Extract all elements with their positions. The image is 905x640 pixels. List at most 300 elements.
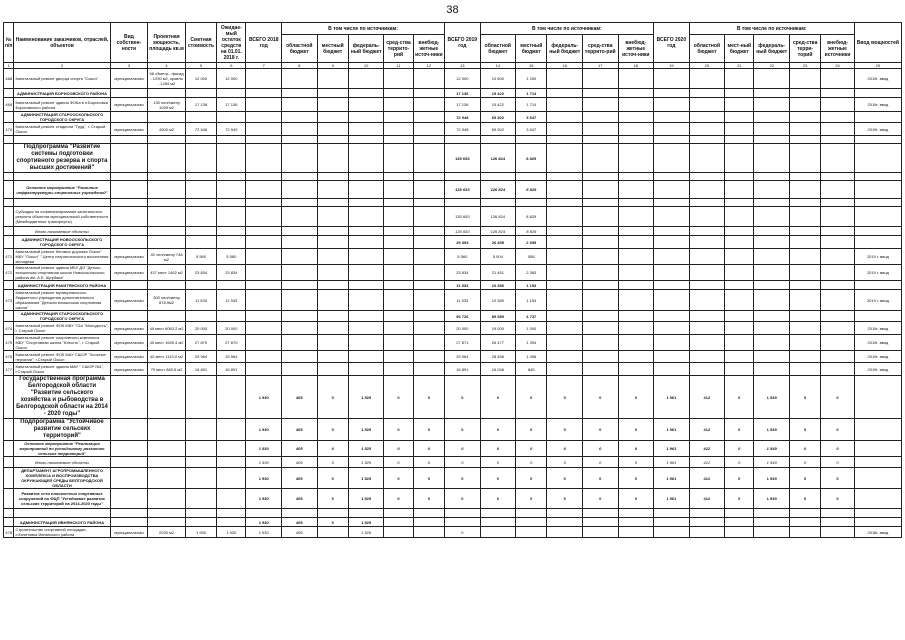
table-cell <box>317 290 348 311</box>
table-cell <box>854 489 901 509</box>
table-cell <box>4 112 14 123</box>
table-cell: 20 000 <box>217 322 246 335</box>
table-cell: 5 004 <box>480 249 516 265</box>
table-cell: муниципальная <box>110 527 148 538</box>
col-vneb: внебюд-жетные источники <box>821 35 854 63</box>
table-cell <box>384 265 413 281</box>
table-cell: 16 891 <box>185 363 216 376</box>
table-cell: 0 <box>413 441 444 457</box>
table-cell: 474 <box>4 322 14 335</box>
table-cell <box>654 518 690 527</box>
table-cell: 10 800 <box>480 69 516 89</box>
table-cell <box>618 281 654 290</box>
table-cell <box>582 509 618 518</box>
table-cell: 4 737 <box>516 311 547 322</box>
table-cell <box>246 89 282 98</box>
table-cell <box>110 173 148 181</box>
table-cell: 0 <box>516 468 547 489</box>
table-cell <box>4 489 14 509</box>
table-cell: 0 <box>821 468 854 489</box>
table-row <box>4 527 902 538</box>
table-cell: 0 <box>582 468 618 489</box>
table-cell <box>413 181 444 199</box>
table-cell: 29 394 <box>445 236 481 249</box>
table-cell: 477 <box>4 363 14 376</box>
object-name-cell: АДМИНИСТРАЦИЯ СТАРООСКОЛЬСКОГО ГОРОДСКОГО ОКРУГА <box>14 311 110 322</box>
table-cell: 29 964 <box>217 351 246 363</box>
table-cell: 0 <box>516 457 547 468</box>
table-row <box>4 441 902 457</box>
table-cell: 0 <box>480 489 516 509</box>
table-cell: 2019г. ввод <box>854 351 901 363</box>
table-cell: 17 136 <box>445 89 481 98</box>
table-cell <box>4 457 14 468</box>
object-name-cell: АДМИНИСТРАЦИЯ РАКИТЯНСКОГО РАЙОНА <box>14 281 110 290</box>
column-number: 18 <box>618 63 654 69</box>
table-cell <box>725 249 754 265</box>
table-cell <box>618 311 654 322</box>
table-cell <box>348 112 384 123</box>
col-rest: Ожидае-мый остаток средств на 01.01. 2018 г. <box>217 23 246 63</box>
table-cell: 0 <box>725 457 754 468</box>
column-number: 10 <box>348 63 384 69</box>
table-cell <box>384 89 413 98</box>
table-cell <box>654 136 690 144</box>
table-cell <box>547 123 583 136</box>
column-number: 20 <box>689 63 725 69</box>
table-cell <box>413 144 444 173</box>
table-cell <box>547 199 583 207</box>
table-cell <box>689 322 725 335</box>
table-cell <box>582 144 618 173</box>
table-row <box>4 363 902 376</box>
table-cell <box>821 227 854 236</box>
col-sources-2018: В том числе по источникам: <box>281 23 444 35</box>
table-cell <box>281 123 317 136</box>
table-cell <box>413 351 444 363</box>
table-row <box>4 123 902 136</box>
table-cell <box>217 518 246 527</box>
table-cell <box>854 236 901 249</box>
table-cell <box>618 518 654 527</box>
column-number: 11 <box>384 63 413 69</box>
table-cell <box>754 98 790 112</box>
table-cell: 0 <box>547 468 583 489</box>
table-cell: 0 <box>480 419 516 441</box>
table-cell <box>582 98 618 112</box>
column-number: 13 <box>445 63 481 69</box>
table-cell <box>789 322 820 335</box>
table-cell: 1 498 <box>516 351 547 363</box>
table-cell: 15 422 <box>480 98 516 112</box>
table-cell: 1 714 <box>516 98 547 112</box>
table-cell <box>582 351 618 363</box>
table-cell <box>618 265 654 281</box>
table-row <box>4 290 902 311</box>
table-cell <box>547 351 583 363</box>
table-cell <box>821 181 854 199</box>
table-cell <box>821 144 854 173</box>
table-cell <box>217 181 246 199</box>
table-cell <box>185 441 216 457</box>
table-cell: 0 <box>445 419 481 441</box>
table-cell: 1 525 <box>348 441 384 457</box>
table-cell <box>246 123 282 136</box>
table-cell <box>148 509 186 518</box>
table-cell <box>854 181 901 199</box>
table-cell: 65 302 <box>480 112 516 123</box>
col-fed: федераль-ный бюджет <box>754 35 790 63</box>
table-cell <box>854 281 901 290</box>
table-cell: 1 549 <box>754 441 790 457</box>
table-cell: 2019г. ввод <box>854 322 901 335</box>
table-cell <box>384 249 413 265</box>
table-cell: 2019г. ввод <box>854 363 901 376</box>
table-cell <box>754 265 790 281</box>
table-cell: муниципальная <box>110 265 148 281</box>
table-cell <box>217 489 246 509</box>
table-cell: 2019 г. ввод <box>854 265 901 281</box>
table-cell <box>281 89 317 98</box>
table-cell: 2019г. ввод <box>854 335 901 351</box>
table-cell <box>4 181 14 199</box>
table-cell: 126 824 <box>480 144 516 173</box>
table-row <box>4 207 902 227</box>
table-cell <box>789 123 820 136</box>
table-cell: 300 чел/смену 878,9м2 <box>148 290 186 311</box>
table-cell: 126 824 <box>480 181 516 199</box>
table-cell <box>445 173 481 181</box>
table-cell <box>246 335 282 351</box>
table-cell <box>413 69 444 89</box>
table-cell: 473 <box>4 290 14 311</box>
table-row <box>4 136 902 144</box>
table-cell: 1 961 <box>654 376 690 419</box>
table-cell <box>148 112 186 123</box>
object-name-cell <box>14 509 110 518</box>
table-cell <box>246 281 282 290</box>
table-cell: 472 <box>4 265 14 281</box>
table-cell <box>348 236 384 249</box>
table-cell: 0 <box>317 376 348 419</box>
table-cell <box>821 527 854 538</box>
table-cell: 2 383 <box>516 265 547 281</box>
table-cell <box>754 173 790 181</box>
table-cell <box>821 351 854 363</box>
object-name-cell: Капитальный ремонт беговых дорожек Оскол" МКУ "Оскол" " Центр патриотического воспитания молодежи <box>15 249 109 264</box>
table-cell <box>148 89 186 98</box>
table-cell <box>384 227 413 236</box>
table-cell <box>618 89 654 98</box>
table-cell: 1 961 <box>654 489 690 509</box>
table-cell <box>110 199 148 207</box>
table-cell <box>217 509 246 518</box>
table-cell <box>185 468 216 489</box>
table-cell: 1 153 <box>516 290 547 311</box>
table-cell <box>725 290 754 311</box>
table-cell: 1 930 <box>246 376 282 419</box>
table-cell <box>618 144 654 173</box>
table-cell <box>821 290 854 311</box>
object-name-cell: Капитальный ремонт муниципального бюджетного учреждения дополнительного образования "Детская юношеская спортивная школа" <box>14 290 110 311</box>
col-mest: местный бюджет <box>317 35 348 63</box>
table-cell <box>148 281 186 290</box>
object-name-cell: Основное мероприятие "Реализация мероприятий по устойчивому развитию сельских территорий" <box>14 441 110 457</box>
table-cell <box>789 363 820 376</box>
table-cell <box>281 335 317 351</box>
table-cell <box>582 236 618 249</box>
table-cell <box>689 236 725 249</box>
table-cell: 8 829 <box>516 227 547 236</box>
table-cell <box>689 144 725 173</box>
table-cell: 412 <box>689 489 725 509</box>
object-name-cell: АДМИНИСТРАЦИЯ НОВООСКОЛЬСКОГО ГОРОДСКОГО ОКРУГА <box>14 236 110 249</box>
table-cell <box>185 112 216 123</box>
table-cell <box>516 509 547 518</box>
table-cell: 0 <box>547 489 583 509</box>
table-cell <box>4 144 14 173</box>
table-cell <box>217 227 246 236</box>
table-cell: 2 939 <box>516 236 547 249</box>
table-cell <box>654 265 690 281</box>
table-cell <box>246 199 282 207</box>
table-cell <box>384 207 413 227</box>
table-cell <box>582 290 618 311</box>
table-cell <box>413 311 444 322</box>
table-cell <box>110 89 148 98</box>
table-cell <box>754 311 790 322</box>
table-cell <box>4 419 14 441</box>
table-cell <box>384 311 413 322</box>
table-row <box>4 98 902 112</box>
table-cell: 89 989 <box>480 311 516 322</box>
object-name-cell: Капитальный ремонт стадиона "Труд", г. Старый Оскол <box>14 123 110 136</box>
table-cell: 0 <box>317 518 348 527</box>
table-cell <box>689 265 725 281</box>
table-cell <box>413 363 444 376</box>
table-cell <box>4 207 14 227</box>
table-row <box>4 322 902 335</box>
table-cell <box>789 98 820 112</box>
table-cell: 5 560 <box>445 249 481 265</box>
table-cell <box>654 69 690 89</box>
table-cell <box>689 98 725 112</box>
table-cell: 126 824 <box>480 207 516 227</box>
table-row <box>4 69 902 89</box>
table-cell <box>246 112 282 123</box>
table-cell <box>413 249 444 265</box>
table-cell <box>317 363 348 376</box>
table-cell <box>654 335 690 351</box>
table-cell <box>547 173 583 181</box>
table-cell <box>148 207 186 227</box>
table-cell <box>246 181 282 199</box>
table-cell <box>854 457 901 468</box>
table-cell <box>754 89 790 98</box>
table-cell: 475 <box>4 335 14 351</box>
table-cell <box>516 518 547 527</box>
table-cell: 17 136 <box>185 98 216 112</box>
table-cell: 20 000 <box>185 322 216 335</box>
table-cell: 437 мест 1462 м2 <box>148 265 186 281</box>
table-cell <box>618 236 654 249</box>
table-cell <box>654 123 690 136</box>
column-number: 7 <box>246 63 282 69</box>
table-cell: 1 525 <box>348 457 384 468</box>
table-cell <box>348 123 384 136</box>
table-row <box>4 468 902 489</box>
table-cell: 69 302 <box>480 123 516 136</box>
table-cell <box>654 112 690 123</box>
table-cell: 26 477 <box>480 335 516 351</box>
table-cell: 11 533 <box>445 281 481 290</box>
object-name-cell <box>14 173 110 181</box>
table-cell <box>789 199 820 207</box>
table-cell <box>689 509 725 518</box>
table-cell <box>185 144 216 173</box>
table-cell: 72 949 <box>217 123 246 136</box>
table-cell <box>754 136 790 144</box>
table-cell <box>148 518 186 527</box>
table-cell <box>317 89 348 98</box>
table-cell: 126 824 <box>480 227 516 236</box>
table-cell <box>582 322 618 335</box>
table-cell <box>281 322 317 335</box>
table-cell <box>582 518 618 527</box>
table-cell: 0 <box>445 489 481 509</box>
table-cell <box>110 112 148 123</box>
table-cell <box>821 518 854 527</box>
table-cell <box>281 290 317 311</box>
table-cell <box>789 311 820 322</box>
column-number: 2 <box>14 63 110 69</box>
table-cell <box>445 518 481 527</box>
table-cell <box>789 112 820 123</box>
table-cell: 0 <box>725 376 754 419</box>
table-cell <box>384 363 413 376</box>
table-cell: 0 <box>445 468 481 489</box>
table-cell <box>384 509 413 518</box>
table-cell <box>582 527 618 538</box>
table-cell: 0 <box>445 441 481 457</box>
table-cell <box>754 509 790 518</box>
table-cell <box>725 199 754 207</box>
table-cell <box>654 199 690 207</box>
table-cell <box>185 236 216 249</box>
table-cell <box>317 69 348 89</box>
table-cell <box>618 527 654 538</box>
table-cell <box>547 363 583 376</box>
object-name-cell: АДМИНИСТРАЦИЯ БОРИСОВСКОГО РАЙОНА <box>14 89 110 98</box>
table-cell <box>725 265 754 281</box>
table-cell: 405 <box>281 376 317 419</box>
table-cell: 1 961 <box>654 457 690 468</box>
table-cell <box>689 181 725 199</box>
table-cell <box>317 322 348 335</box>
table-cell <box>217 112 246 123</box>
table-cell <box>582 265 618 281</box>
table-cell <box>110 489 148 509</box>
table-cell: 94 726 <box>445 311 481 322</box>
table-cell <box>384 112 413 123</box>
table-cell: 0 <box>582 457 618 468</box>
table-row <box>4 489 902 509</box>
table-cell <box>217 144 246 173</box>
table-cell <box>725 322 754 335</box>
table-cell <box>317 173 348 181</box>
table-cell <box>654 322 690 335</box>
table-cell <box>654 89 690 98</box>
table-cell <box>689 123 725 136</box>
table-cell: 412 <box>689 419 725 441</box>
table-cell: 58 х3метр., фасад - 1290 м2, кровля - 1284 м2 <box>148 69 186 89</box>
table-cell <box>821 69 854 89</box>
table-cell <box>348 98 384 112</box>
table-cell: 1 930 <box>246 468 282 489</box>
table-cell <box>654 509 690 518</box>
table-cell <box>246 69 282 89</box>
table-cell <box>821 199 854 207</box>
table-cell <box>480 173 516 181</box>
table-row <box>4 351 902 363</box>
table-cell <box>185 173 216 181</box>
table-cell <box>281 136 317 144</box>
table-cell <box>317 281 348 290</box>
table-cell <box>689 518 725 527</box>
col-sources-2019: В том числе по источникам: <box>480 23 654 35</box>
table-cell <box>246 311 282 322</box>
table-cell <box>317 136 348 144</box>
column-number: 16 <box>547 63 583 69</box>
table-cell: 1 930 <box>217 527 246 538</box>
table-cell <box>789 351 820 363</box>
table-cell: муниципальная <box>110 335 148 351</box>
table-cell <box>689 69 725 89</box>
table-cell <box>281 236 317 249</box>
column-number: 3 <box>110 63 148 69</box>
table-cell <box>789 69 820 89</box>
table-cell <box>110 457 148 468</box>
table-cell <box>480 136 516 144</box>
table-cell <box>217 441 246 457</box>
table-cell: 11 533 <box>217 290 246 311</box>
table-cell <box>618 290 654 311</box>
table-cell <box>348 69 384 89</box>
table-cell <box>821 281 854 290</box>
table-cell <box>582 136 618 144</box>
table-cell <box>618 98 654 112</box>
table-cell: муниципальная <box>110 123 148 136</box>
table-cell <box>754 181 790 199</box>
table-cell <box>384 173 413 181</box>
table-cell <box>185 181 216 199</box>
table-cell <box>384 335 413 351</box>
table-cell: 2019г. ввод <box>854 98 901 112</box>
object-name-cell: АДМИНИСТРАЦИЯ ИВНЯНСКОГО РАЙОНА <box>14 518 110 527</box>
table-cell <box>582 227 618 236</box>
table-cell <box>217 419 246 441</box>
table-cell: 468 <box>4 69 14 89</box>
table-cell: 0 <box>516 441 547 457</box>
table-cell: 10 380 <box>480 281 516 290</box>
table-cell: 2030 м2 <box>148 527 186 538</box>
table-cell <box>725 311 754 322</box>
table-cell <box>689 227 725 236</box>
col-name: Наименование заказчиков, отраслей, объектов <box>14 23 110 63</box>
table-cell <box>148 144 186 173</box>
table-cell <box>725 351 754 363</box>
table-cell: 0 <box>480 441 516 457</box>
